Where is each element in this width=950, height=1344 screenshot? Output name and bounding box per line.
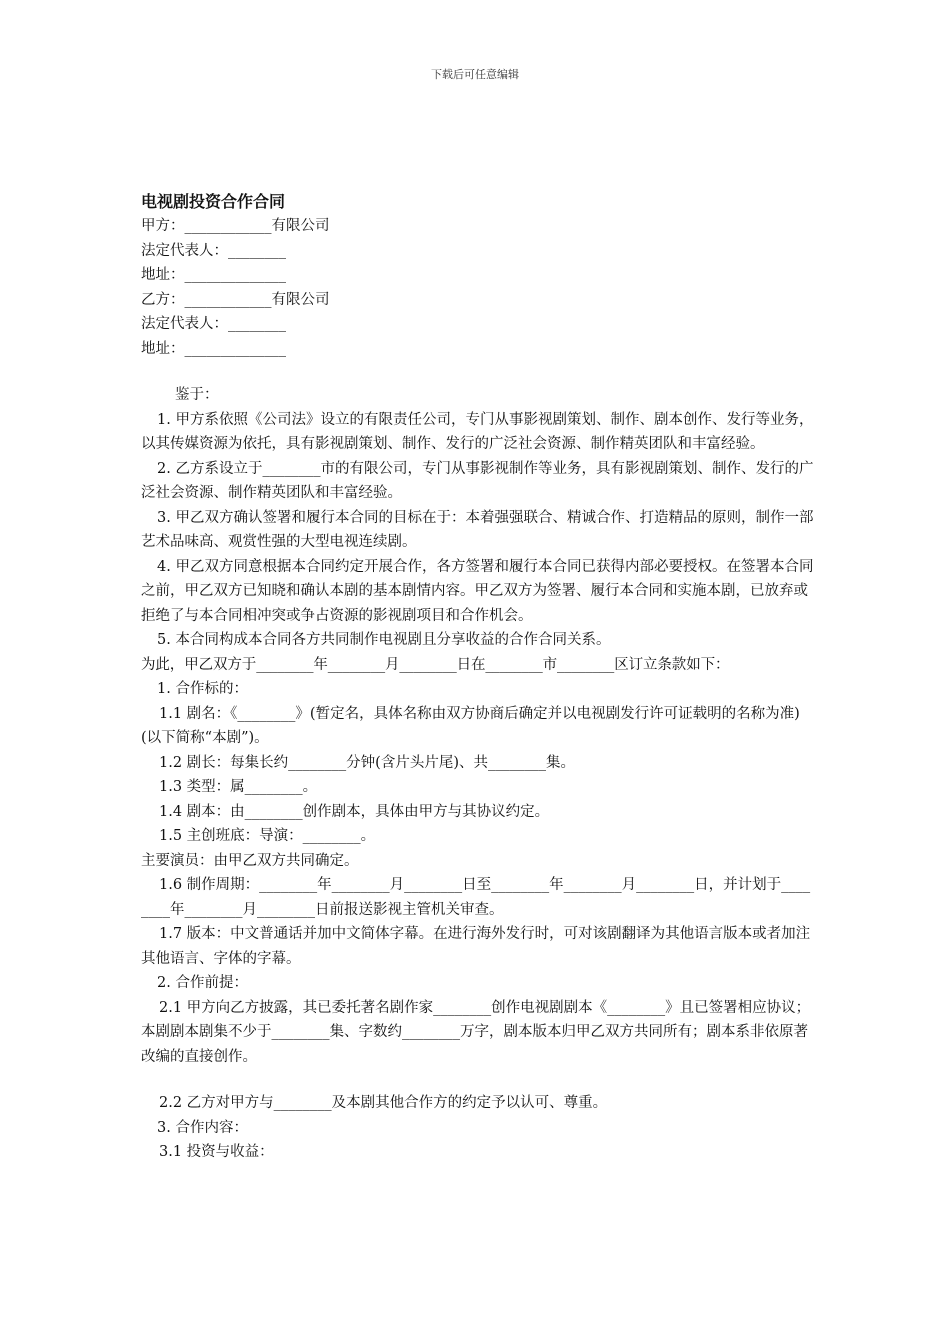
recital-2: 2. 乙方系设立于________市的有限公司，专门从事影视制作等业务，具有影视剧策划、制作、发行的广泛社会资源、制作精英团队和丰富经验。 bbox=[141, 460, 814, 501]
whereas-heading: 鉴于： bbox=[175, 387, 219, 403]
clause-1-1: 1.1 剧名：《________》(暂定名，具体名称由双方协商后确定并以电视剧发行许可证载明的名称为准)(以下简称“本剧”)。 bbox=[141, 705, 800, 746]
header-note: 下载后可任意编辑 bbox=[431, 68, 519, 81]
recital-5: 5. 本合同构成本合同各方共同制作电视剧且分享收益的合作合同关系。 bbox=[157, 632, 611, 648]
party-a-address: 地址：______________ bbox=[141, 267, 286, 283]
clause-1-5-actors: 主要演员：由甲乙双方共同确定。 bbox=[141, 852, 359, 869]
clause-1-3: 1.3 类型：属________。 bbox=[159, 779, 318, 795]
clause-1-4: 1.4 剧本：由________创作剧本，具体由甲方与其协议约定。 bbox=[159, 803, 550, 820]
clause-2: 2. 合作前提： bbox=[157, 975, 248, 991]
agreement-line: 为此，甲乙双方于________年________月________日在________市________区订立条款如下： bbox=[141, 656, 730, 673]
clause-3: 3. 合作内容： bbox=[157, 1119, 248, 1136]
recital-4: 4. 甲乙双方同意根据本合同约定开展合作，各方签署和履行本合同已获得内部必要授权。在签署本合同之前，甲乙双方已知晓和确认本剧的基本剧情内容。甲乙双方为签署、履行本合同和实施本剧，已放弃或拒绝了与本合同相冲突或争占资源的影视剧项目和合作机会。 bbox=[141, 558, 814, 624]
party-b-legal-rep: 法定代表人：________ bbox=[141, 316, 286, 332]
document-title: 电视剧投资合作合同 bbox=[141, 192, 286, 211]
document-body bbox=[141, 190, 816, 1165]
clause-2-2: 2.2 乙方对甲方与________及本剧其他合作方的约定予以认可、尊重。 bbox=[159, 1095, 608, 1111]
clause-2-1: 2.1 甲方向乙方披露，其已委托著名剧作家________创作电视剧剧本《________》且已签署相应协议；本剧剧本剧集不少于________集、字数约________万字，剧本版本归甲乙双方共同所有；剧本系非依原著改编的直接创作。 bbox=[141, 999, 811, 1065]
recital-1: 1. 甲方系依照《公司法》设立的有限责任公司，专门从事影视剧策划、制作、剧本创作、发行等业务，以其传媒资源为依托，具有影视剧策划、制作、发行的广泛社会资源、制作精英团队和丰富经验。 bbox=[141, 411, 814, 452]
party-a-name: 甲方：____________有限公司 bbox=[141, 218, 330, 234]
party-a-legal-rep: 法定代表人：________ bbox=[141, 242, 286, 259]
clause-3-1: 3.1 投资与收益： bbox=[159, 1144, 274, 1160]
party-b-name: 乙方：____________有限公司 bbox=[141, 291, 330, 308]
recital-3: 3. 甲乙双方确认签署和履行本合同的目标在于：本着强强联合、精诚合作、打造精品的原则，制作一部艺术品味高、观赏性强的大型电视连续剧。 bbox=[141, 509, 814, 550]
spacer bbox=[141, 1069, 816, 1091]
clause-1-7: 1.7 版本：中文普通话并加中文简体字幕。在进行海外发行时，可对该剧翻译为其他语言版本或者加注其他语言、字体的字幕。 bbox=[141, 926, 811, 967]
clause-1-2: 1.2 剧长：每集长约________分钟(含片头片尾)、共________集。 bbox=[159, 754, 575, 771]
spacer bbox=[141, 361, 816, 383]
clause-1-6: 1.6 制作周期：________年________月________日至________年________月________日，并计划于________年________月________日前报送影视主管机关审查。 bbox=[141, 877, 811, 918]
clause-1: 1. 合作标的： bbox=[157, 681, 248, 697]
party-b-address: 地址：______________ bbox=[141, 340, 286, 357]
clause-1-5: 1.5 主创班底：导演：________。 bbox=[159, 828, 376, 844]
